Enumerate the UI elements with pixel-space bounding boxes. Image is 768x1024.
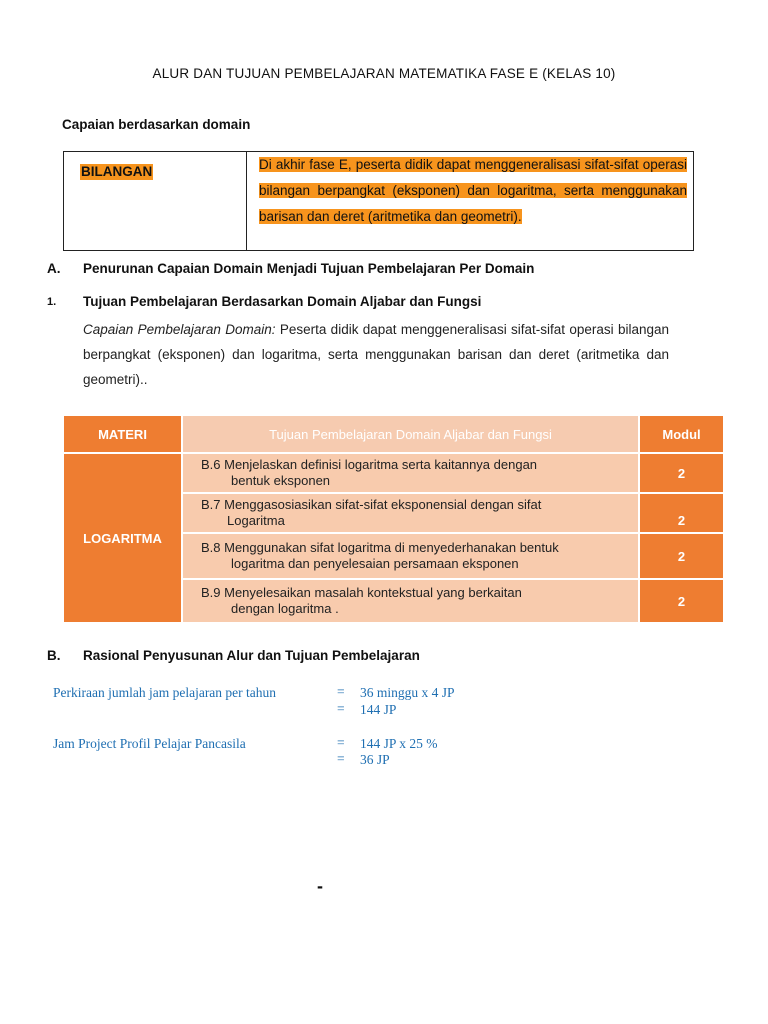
goal-cell <box>182 533 639 579</box>
section-1-marker: 1. <box>47 296 57 308</box>
goal-line: B.7 Menggasosiasikan sifat-sifat eksponensial dengan sifat <box>201 497 542 512</box>
calc-value: 36 JP <box>360 752 390 767</box>
calc-value: 144 JP x 25 % <box>360 736 438 751</box>
materi-cell: LOGARITMA <box>63 453 182 623</box>
section-a-marker: A. <box>47 261 61 276</box>
capaian-paragraph <box>83 317 669 392</box>
section-a-title: Penurunan Capaian Domain Menjadi Tujuan Pembelajaran Per Domain <box>83 261 535 276</box>
goal-line: bentuk eksponen <box>231 473 331 488</box>
table-header-row <box>63 415 724 453</box>
paragraph-body: Peserta didik dapat menggeneralisasi sifat-sifat operasi bilangan berpangkat (eksponen) dan logaritma, serta menggunakan barisan dan deret (aritmetika dan geometri).. <box>83 322 669 387</box>
calc-equals: = <box>337 701 345 716</box>
section-b-marker: B. <box>47 648 61 663</box>
box-divider <box>246 152 247 250</box>
modul-cell: 2 <box>639 453 724 493</box>
goal-line: dengan logaritma . <box>231 601 339 616</box>
goal-line: B.8 Menggunakan sifat logaritma di menyederhanakan bentuk <box>201 540 559 555</box>
calc-value: 144 JP <box>360 702 397 717</box>
goal-cell <box>182 493 639 533</box>
capaian-text: Di akhir fase E, peserta didik dapat menggeneralisasi sifat-sifat operasi bilangan berpangkat (eksponen) dan logaritma, serta menggunakan barisan dan deret (aritmetika dan geometri). <box>259 157 687 224</box>
calc-equals: = <box>337 751 345 766</box>
section-b-title: Rasional Penyusunan Alur dan Tujuan Pembelajaran <box>83 648 420 663</box>
goal-line: logaritma dan penyelesaian persamaan eksponen <box>231 556 519 571</box>
modul-cell: 2 <box>639 579 724 623</box>
calc-equals: = <box>337 684 345 699</box>
calc-value: 36 minggu x 4 JP <box>360 685 455 700</box>
header-modul: Modul <box>639 415 724 453</box>
modul-cell: 2 <box>639 493 724 533</box>
goal-cell <box>182 579 639 623</box>
calc-label-p5: Jam Project Profil Pelajar Pancasila <box>53 736 246 751</box>
calc-label-jam-pelajaran: Perkiraan jumlah jam pelajaran per tahun <box>53 685 277 700</box>
capaian-box <box>63 151 694 251</box>
modul-cell: 2 <box>639 533 724 579</box>
goal-line: Logaritma <box>227 513 285 528</box>
document-title: ALUR DAN TUJUAN PEMBELAJARAN MATEMATIKA FASE E (KELAS 10) <box>152 66 616 81</box>
goal-line: B.9 Menyelesaikan masalah kontekstual yang berkaitan <box>201 585 522 600</box>
capaian-heading: Capaian berdasarkan domain <box>62 117 251 132</box>
section-1-title: Tujuan Pembelajaran Berdasarkan Domain Aljabar dan Fungsi <box>83 294 482 309</box>
goal-line: B.6 Menjelaskan definisi logaritma serta kaitannya dengan <box>201 457 538 472</box>
domain-label: BILANGAN <box>81 164 153 179</box>
calc-equals: = <box>337 735 345 750</box>
learning-goals-table <box>62 414 725 624</box>
footer-dash: - <box>317 876 323 896</box>
paragraph-lead-italic: Capaian Pembelajaran Domain: <box>83 322 276 337</box>
table-row <box>63 453 724 493</box>
header-materi: MATERI <box>63 415 182 453</box>
header-tujuan: Tujuan Pembelajaran Domain Aljabar dan Fungsi <box>182 415 639 453</box>
goal-cell <box>182 453 639 493</box>
